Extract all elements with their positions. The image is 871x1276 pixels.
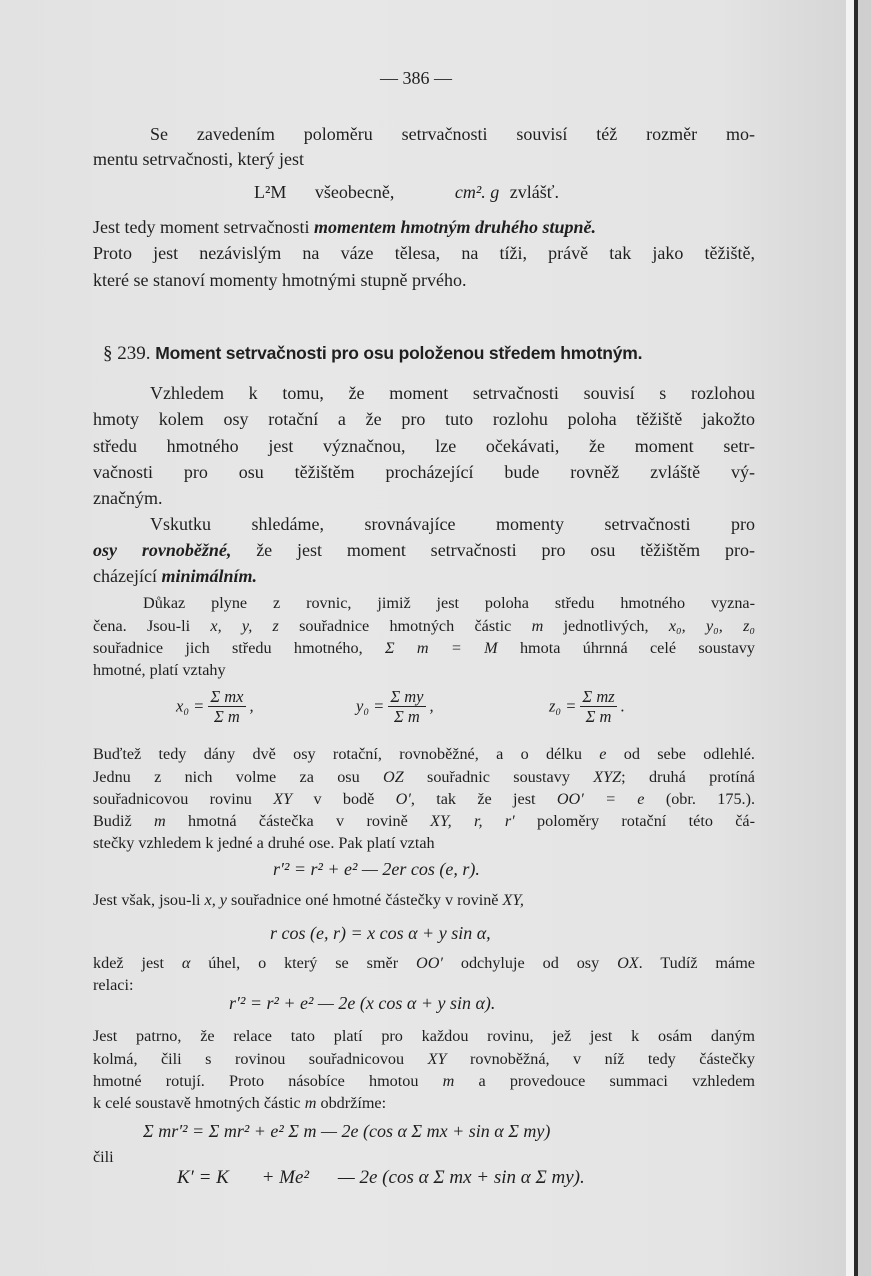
t: souřadnice jich středu hmotného, — [93, 639, 385, 657]
t: Buďtež tedy dány dvě osy rotační, rovnoběžné, a o délku — [93, 745, 600, 763]
para6-line-2 — [93, 1049, 755, 1069]
centroid-z-lhs: z₀ = — [549, 696, 577, 716]
t: čena. Jsou-li — [93, 617, 211, 635]
t: k celé soustavě hmotných částic — [93, 1094, 305, 1112]
cili-word: čili — [93, 1148, 114, 1166]
t: souřadnice oné hmotné částečky v rovině — [226, 891, 503, 909]
para1-line-3: středu hmotného jest význačnou, lze očekávati, že moment setr- — [93, 436, 755, 456]
para3-line-3 — [93, 789, 755, 809]
dim-special-word: zvlášť. — [509, 182, 559, 202]
t: m — [442, 1072, 455, 1090]
equation-5 — [177, 1167, 585, 1189]
t: v bodě — [292, 790, 396, 808]
section-title: Moment setrvačnosti pro osu položenou středem hmotným. — [155, 343, 643, 363]
centroid-z-denominator: Σ m — [585, 707, 612, 726]
t: . Tudíž máme — [638, 954, 755, 972]
intro-line-6: které se stanoví momenty hmotnými stupně prvého. — [93, 270, 467, 290]
centroid-z-equation — [549, 687, 625, 726]
t: odchyluje od osy — [442, 954, 618, 972]
intro-line-4-emph: momentem hmotným druhého stupně. — [313, 217, 597, 237]
next-page-edge — [858, 0, 871, 1276]
centroid-x-equation — [176, 687, 254, 726]
dim-general: L²M — [254, 182, 287, 202]
para1-line-1: Vzhledem k tomu, že moment setrvačnosti souvisí s rozlohou — [150, 383, 755, 403]
centroid-z-numerator: Σ mz — [582, 687, 615, 706]
para1-line-2: hmoty kolem osy rotační a že pro tuto rozlohu poloha těžiště jakožto — [93, 409, 755, 429]
t: souřadnic soustavy — [403, 768, 594, 786]
para3-line-4 — [93, 811, 755, 831]
centroid-y-equation — [356, 687, 434, 726]
centroid-x-sep: , — [249, 696, 254, 716]
equation-5-lhs: K′ = K — [177, 1167, 229, 1188]
para1-line-5: značným. — [93, 488, 163, 508]
t: (obr. 175.). — [644, 790, 755, 808]
t: XY — [273, 790, 293, 808]
centroid-y-denominator: Σ m — [393, 707, 420, 726]
t: hmota úhrnná celé soustavy — [497, 639, 755, 657]
intro-line-5: Proto jest nezávislým na váze tělesa, na tíži, právě tak jako těžiště, — [93, 243, 755, 263]
para3-line-5: stečky vzhledem k jedné a druhé ose. Pak platí vztah — [93, 834, 435, 852]
equation-5-term-2: + Me² — [261, 1167, 310, 1188]
para2-emph-1: osy rovnoběžné, — [93, 540, 232, 560]
t: OO′ — [416, 954, 443, 972]
t: od sebe odlehlé. — [606, 745, 755, 763]
t: , tak že jest — [410, 790, 557, 808]
dimension-formula — [254, 181, 614, 203]
para5-line-1 — [93, 953, 755, 973]
t: úhel, o který se směr — [190, 954, 417, 972]
equation-3: r′² = r² + e² — 2e (x cos α + y sin α). — [229, 993, 496, 1013]
intro-line-1: Se zavedením poloměru setrvačnosti souvisí též rozměr mo- — [150, 124, 755, 144]
t: souřadnicovou rovinu — [93, 790, 274, 808]
centroid-y-sep: , — [429, 696, 434, 716]
centroid-y-lhs: y₀ = — [356, 696, 385, 716]
para4-line — [93, 890, 755, 910]
t: Σ m = M — [384, 639, 498, 657]
para2-line-2-text: že jest moment setrvačnosti pro osu těžištěm pro- — [231, 540, 755, 560]
t: XY, r, r′ — [430, 812, 515, 830]
proof-line-2 — [93, 616, 755, 636]
t: m — [531, 617, 544, 635]
t: e — [599, 745, 607, 763]
t: poloměry rotační této čá- — [514, 812, 755, 830]
t: α — [181, 954, 191, 972]
equation-5-term-3: — 2e (cos α Σ mx + sin α Σ my). — [337, 1167, 585, 1188]
page-number: — 386 — — [380, 68, 452, 88]
centroid-x-lhs: x₀ = — [176, 696, 205, 716]
proof-line-3 — [93, 638, 755, 658]
para6-line-4 — [93, 1093, 755, 1113]
t: x, y — [204, 891, 227, 909]
para2-line-2 — [93, 539, 755, 561]
para2-emph-2: minimálním. — [161, 566, 257, 586]
t: kolmá, čili s rovinou souřadnicovou — [93, 1050, 428, 1068]
t: XYZ — [593, 768, 622, 786]
para3-line-2 — [93, 767, 755, 787]
centroid-y-numerator: Σ my — [390, 687, 424, 706]
centroid-x-denominator: Σ m — [213, 707, 240, 726]
t: obdržíme: — [316, 1094, 387, 1112]
centroid-x-numerator: Σ mx — [210, 687, 244, 706]
proof-line-4: hmotné, platí vztahy — [93, 661, 226, 679]
t: XY — [427, 1050, 447, 1068]
t: hmotná částečka v rovině — [165, 812, 431, 830]
para2-line-3-text: cházející — [93, 566, 162, 586]
t: souřadnice hmotných částic — [278, 617, 532, 635]
intro-line-4-text: Jest tedy moment setrvačnosti — [93, 217, 314, 237]
page-edge — [846, 0, 854, 1276]
t: a provedouce summaci vzhledem — [454, 1072, 755, 1090]
t: hmotné rotují. Proto násobíce hmotou — [93, 1072, 443, 1090]
t: XY, — [502, 891, 524, 909]
t: OZ — [383, 768, 404, 786]
t: Jest však, jsou-li — [93, 891, 205, 909]
t: m — [304, 1094, 317, 1112]
t: OO′ = e — [556, 790, 645, 808]
dim-general-word: všeobecně, — [314, 182, 395, 202]
para2-line-1: Vskutku shledáme, srovnávajíce momenty setrvačnosti pro — [150, 514, 755, 534]
proof-line-1: Důkaz plyne z rovnic, jimiž jest poloha středu hmotného vyzna- — [143, 594, 755, 612]
section-heading — [103, 341, 755, 366]
equation-2: r cos (e, r) = x cos α + y sin α, — [270, 923, 491, 943]
para5-line-2: relaci: — [93, 976, 134, 994]
t: Jednu z nich volme za osu — [93, 768, 384, 786]
equation-4: Σ mr′² = Σ mr² + e² Σ m — 2e (cos α Σ mx + sin α Σ my) — [143, 1121, 551, 1141]
t: O′ — [395, 790, 411, 808]
intro-line-4 — [93, 216, 755, 238]
equation-1: r′² = r² + e² — 2er cos (e, r). — [273, 859, 480, 879]
t: kdež jest — [93, 954, 182, 972]
t: m — [154, 812, 166, 830]
intro-line-2: mentu setrvačnosti, který jest — [93, 149, 304, 169]
para1-line-4: vačnosti pro osu těžištěm procházející bude rovněž zvláště vý- — [93, 462, 755, 482]
t: x₀, y₀, z₀ — [668, 617, 755, 635]
t: x, y, z — [210, 617, 279, 635]
para3-line-1 — [93, 744, 755, 764]
para6-line-3 — [93, 1071, 755, 1091]
para6-line-1: Jest patrno, že relace tato platí pro každou rovinu, jež jest k osám daným — [93, 1027, 755, 1045]
para2-line-3 — [93, 565, 755, 587]
centroid-z-sep: . — [620, 696, 625, 716]
section-number: § 239. — [103, 343, 151, 364]
t: OX — [617, 954, 639, 972]
t: Budiž — [93, 812, 154, 830]
dim-special-g: . g — [481, 182, 500, 202]
t: rovnoběžná, v níž tedy částečky — [446, 1050, 755, 1068]
t: ; druhá protíná — [621, 768, 755, 786]
t: jednotlivých, — [543, 617, 669, 635]
dim-special: cm² — [454, 182, 482, 202]
